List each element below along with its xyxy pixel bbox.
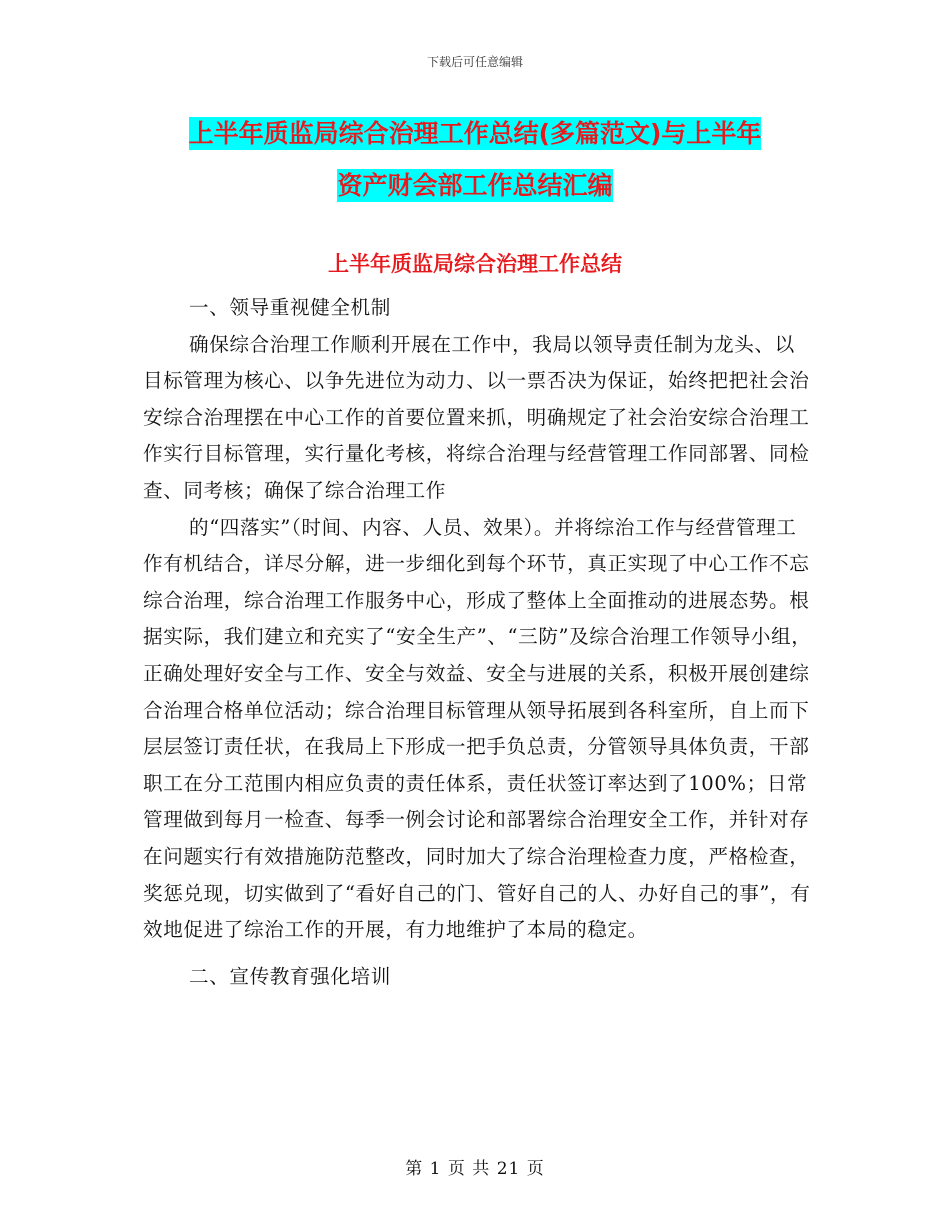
document-title-line-2: 资产财会部工作总结汇编 — [337, 171, 613, 200]
section-title: 上半年质监局综合治理工作总结 — [328, 252, 622, 276]
page-header: 下载后可任意编辑 — [426, 55, 523, 69]
page-footer: 第 1 页 共 21 页 — [405, 1159, 545, 1179]
section-heading-1: 一、领导重视健全机制 — [189, 296, 391, 319]
document-body — [143, 290, 813, 995]
body-paragraph-2: 的“四落实”（时间、内容、人员、效果）。并将综治工作与经营管理工作有机结合，详尽分解，进一步细化到每个环节，真正实现了中心工作不忘综合治理，综合治理工作服务中心，形成了整体上全面推动的进展态势。根据实际，我们建立和充实了“安全生产”、“三防”及综合治理工作领导小组，正确处理好安全与工作、安全与效益、安全与进展的关系，积极开展创建综合治理合格单位活动；综合治理目标管理从领导拓展到各科室所，自上而下层层签订责任状，在我局上下形成一把手负总责，分管领导具体负责，干部职工在分工范围内相应负责的责任体系，责任状签订率达到了100%；日常管理做到每月一检查、每季一例会讨论和部署综合治理安全工作，并针对存在问题实行有效措施防范整改，同时加大了综合治理检查力度，严格检查，奖惩兑现，切实做到了“看好自己的门、管好自己的人、办好自己的事”，有效地促进了综治工作的开展，有力地维护了本局的稳定。 — [143, 515, 812, 942]
section-heading-2: 二、宣传教育强化培训 — [189, 964, 391, 988]
body-paragraph-1: 确保综合治理工作顺利开展在工作中，我局以领导责任制为龙头、以目标管理为核心、以争先进位为动力、以一票否决为保证，始终把把社会治安综合治理摆在中心工作的首要位置来抓，明确规定了社会治安综合治理工作实行目标管理，实行量化考核，将综合治理与经营管理工作同部署、同检查、同考核；确保了综合治理工作 — [143, 332, 810, 502]
document-title — [140, 108, 810, 212]
document-title-line-1: 上半年质监局综合治理工作总结(多篇范文)与上半年 — [188, 119, 762, 148]
